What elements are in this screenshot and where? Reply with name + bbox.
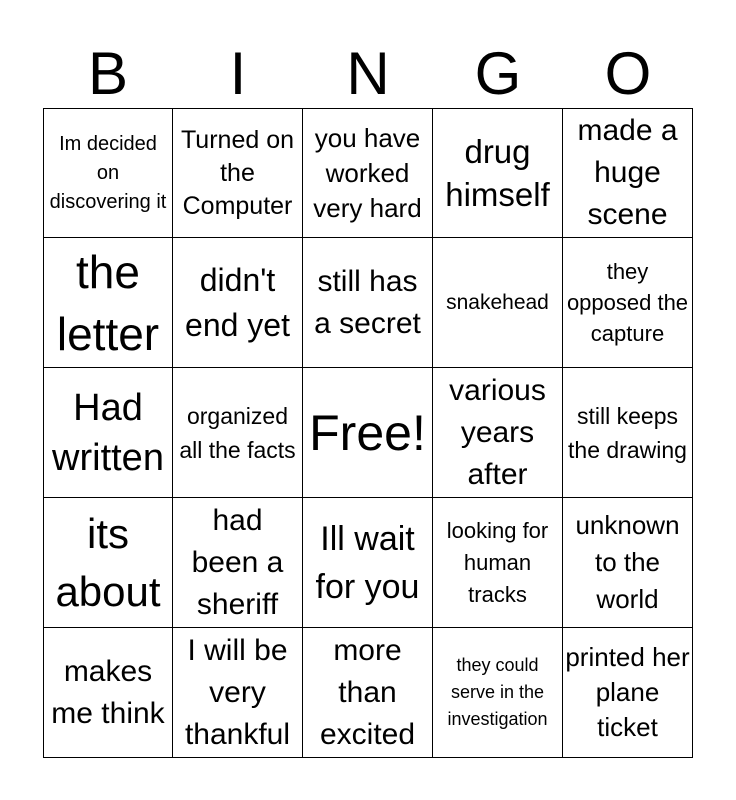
bingo-cell[interactable] [303, 628, 433, 758]
bingo-cell-text: Free! [309, 404, 426, 461]
bingo-cell-text: you have worked very hard [313, 122, 422, 223]
bingo-cell-text: still keeps the drawing [568, 402, 687, 463]
bingo-cell[interactable] [433, 238, 563, 368]
bingo-cell[interactable] [173, 238, 303, 368]
bingo-grid [43, 108, 693, 757]
free-space-cell[interactable] [303, 368, 433, 498]
bingo-cell[interactable] [43, 498, 173, 628]
bingo-cell-text: they opposed the capture [566, 259, 689, 346]
bingo-cell[interactable] [43, 238, 173, 368]
bingo-cell[interactable] [43, 368, 173, 498]
bingo-cell-text: snakehead [446, 291, 549, 314]
bingo-cell-text: organized all the facts [179, 402, 296, 463]
bingo-cell[interactable] [563, 628, 693, 758]
header-letter-g: G [474, 40, 522, 107]
bingo-cell[interactable] [433, 498, 563, 628]
bingo-cell-text: made a huge scene [577, 114, 678, 231]
bingo-cell[interactable] [173, 628, 303, 758]
bingo-cell-text: unknown to the world [575, 510, 680, 614]
header-letter-o: O [604, 40, 652, 107]
bingo-cell[interactable] [563, 498, 693, 628]
bingo-cell[interactable] [563, 368, 693, 498]
bingo-cell-text: Turned on the Computer [180, 125, 295, 220]
bingo-cell-text: they could serve in the investigation [447, 655, 548, 729]
bingo-cell-text: didn't end yet [185, 261, 290, 343]
bingo-cell-text: its about [55, 509, 161, 615]
bingo-cell[interactable] [173, 108, 303, 238]
bingo-cell-text: the letter [56, 245, 160, 360]
bingo-cell-text: I will be very thankful [184, 633, 291, 751]
bingo-cell[interactable] [173, 498, 303, 628]
bingo-cell-text: Had written [52, 386, 164, 479]
bingo-cell[interactable] [173, 368, 303, 498]
bingo-cell[interactable] [43, 628, 173, 758]
bingo-cell-text: makes me think [51, 654, 165, 730]
bingo-header [43, 40, 693, 108]
bingo-cell[interactable] [43, 108, 173, 238]
header-letter-n: N [346, 40, 390, 107]
bingo-cell[interactable] [433, 628, 563, 758]
bingo-cell-text: various years after [449, 373, 546, 491]
header-letter-b: B [87, 40, 129, 107]
bingo-cell[interactable] [303, 108, 433, 238]
bingo-cell-text: had been a sheriff [191, 503, 284, 621]
bingo-cell-text: printed her plane ticket [565, 642, 690, 742]
bingo-cell[interactable] [433, 108, 563, 238]
bingo-cell[interactable] [303, 238, 433, 368]
bingo-cell[interactable] [433, 368, 563, 498]
bingo-cell-text: more than excited [319, 633, 416, 751]
header-letter-i: I [229, 40, 247, 107]
bingo-cell[interactable] [563, 108, 693, 238]
bingo-cell-text: Ill wait for you [315, 519, 420, 606]
bingo-cell-text: drug himself [445, 133, 550, 213]
bingo-cell[interactable] [563, 238, 693, 368]
bingo-cell-text: looking for human tracks [446, 517, 549, 607]
bingo-cell-text: Im decided on discovering it [49, 132, 167, 213]
bingo-cell-text: still has a secret [314, 264, 421, 340]
bingo-cell[interactable] [303, 498, 433, 628]
